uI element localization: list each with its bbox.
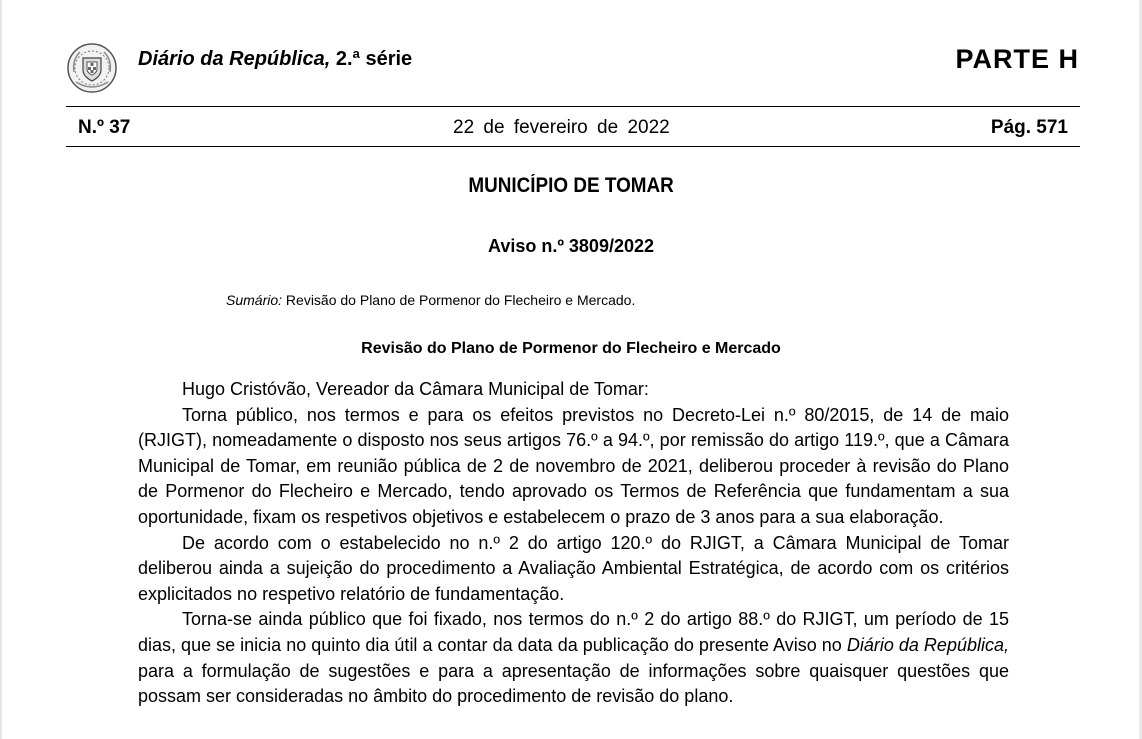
paragraph-4-start: Torna-se ainda público que foi fixado, nos termos do n.º 2 do artigo 88.º do RJIGT, um período de 15 dias, que se inicia no quinto dia útil a contar da data da publicação do presente Aviso no — [138, 609, 1009, 655]
issuing-entity: MUNICÍPIO DE TOMAR — [468, 174, 674, 197]
paragraph-4-end: para a formulação de sugestões e para a apresentação de informações sobre quaisquer questões que possam ser consideradas no âmbito do procedimento de revisão do plano. — [138, 660, 1009, 707]
issue-number: N.º 37 — [78, 117, 131, 138]
issue-date: 22 de fevereiro de 2022 — [453, 117, 670, 138]
header-rule-bottom — [66, 146, 1080, 147]
summary-text: Revisão do Plano de Pormenor do Flecheiro e Mercado. — [285, 292, 636, 308]
paragraph-3: De acordo com o estabelecido no n.º 2 do artigo 120.º do RJIGT, a Câmara Municipal de Tomar deliberou ainda a sujeição do procedimento a Avaliação Ambiental Estratégica, de acordo com os critérios explicitados no respetivo relatório de fundamentação. — [138, 532, 1009, 604]
summary — [226, 292, 635, 308]
page-left-edge — [0, 0, 2, 739]
notice-number: Aviso n.º 3809/2022 — [487, 236, 654, 256]
page-number: Pág. 571 — [990, 117, 1068, 138]
part-label: PARTE H — [955, 44, 1079, 74]
notice-body — [138, 377, 1009, 710]
paragraph-1: Hugo Cristóvão, Vereador da Câmara Municipal de Tomar: — [182, 379, 649, 399]
summary-label: Sumário: — [226, 292, 283, 308]
journal-series: 2.ª série — [335, 48, 413, 70]
notice-subtitle: Revisão do Plano de Pormenor do Flecheiro e Mercado — [361, 340, 781, 357]
coat-of-arms-icon — [66, 42, 118, 94]
journal-name: Diário da República, — [138, 48, 331, 70]
header-rule-top — [66, 106, 1080, 107]
paragraph-4-journal: Diário da República, — [846, 634, 1009, 655]
paragraph-4 — [138, 607, 1009, 709]
journal-title — [138, 48, 412, 71]
paragraph-2: Torna público, nos termos e para os efeitos previstos no Decreto-Lei n.º 80/2015, de 14 de maio (RJIGT), nomeadamente o disposto nos seus artigos 76.º a 94.º, por remissão do artigo 119.º, que a Câmara Municipal de Tomar, em reunião pública de 2 de novembro de 2021, deliberou proceder à revisão do Plano de Pormenor do Flecheiro e Mercado, tendo aprovado os Termos de Referência que fundamentam a sua oportunidade, fixam os respetivos objetivos e estabelecem o prazo de 3 anos para a sua elaboração. — [138, 404, 1009, 527]
